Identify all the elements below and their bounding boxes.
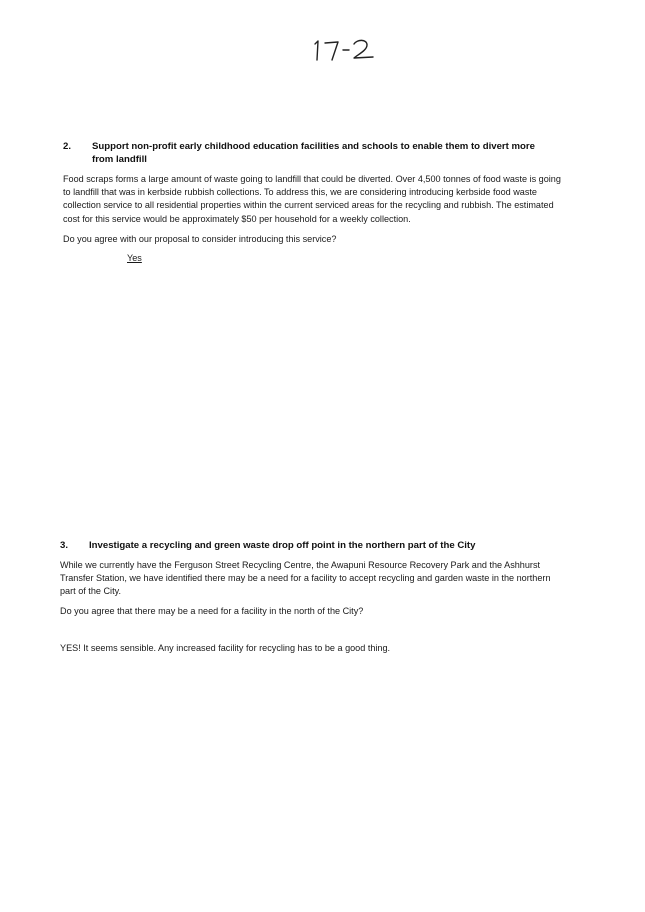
q3-body: [60, 559, 620, 599]
q2-body-line: cost for this service would be approximately $50 per household for a weekly collection.: [63, 213, 411, 224]
q3-question: Do you agree that there may be a need for a facility in the north of the City?: [60, 606, 364, 616]
q2-body-line: Food scraps forms a large amount of waste going to landfill that could be diverted. Over 4,500 tonnes of food waste is going: [63, 174, 561, 184]
q3-number: 3.: [60, 540, 69, 551]
q2-title-line: from landfill: [92, 154, 147, 165]
q2-body-line: collection service to all residential properties within the current serviced areas for the recycling and rubbish. The estimated: [63, 200, 554, 211]
q2-body-line: to landfill that was in kerbside rubbish collections. To address this, we are considering introducing kerbside food waste: [63, 187, 537, 198]
q2-number: 2.: [63, 141, 72, 152]
q3-body-line: While we currently have the Ferguson Street Recycling Centre, the Awapuni Resource Recovery Park and the Ashhurst: [60, 560, 541, 570]
q2-title-line: Support non-profit early childhood education facilities and schools to enable them to divert more: [92, 141, 535, 152]
q2-answer: Yes: [127, 253, 142, 263]
q2-body: [63, 173, 623, 226]
q3-title: Investigate a recycling and green waste drop off point in the northern part of the City: [89, 540, 476, 551]
q2-question: Do you agree with our proposal to consider introducing this service?: [63, 234, 337, 244]
q2-heading: [63, 140, 623, 168]
q3-heading: [60, 539, 620, 553]
q3-answer: YES! It seems sensible. Any increased facility for recycling has to be a good thing.: [60, 643, 391, 653]
q3-body-line: Transfer Station, we have identified there may be a need for a facility to accept recycling and garden waste in the northern: [60, 573, 551, 584]
handwritten-page-mark: [305, 30, 385, 70]
q3-body-line: part of the City.: [60, 586, 121, 597]
